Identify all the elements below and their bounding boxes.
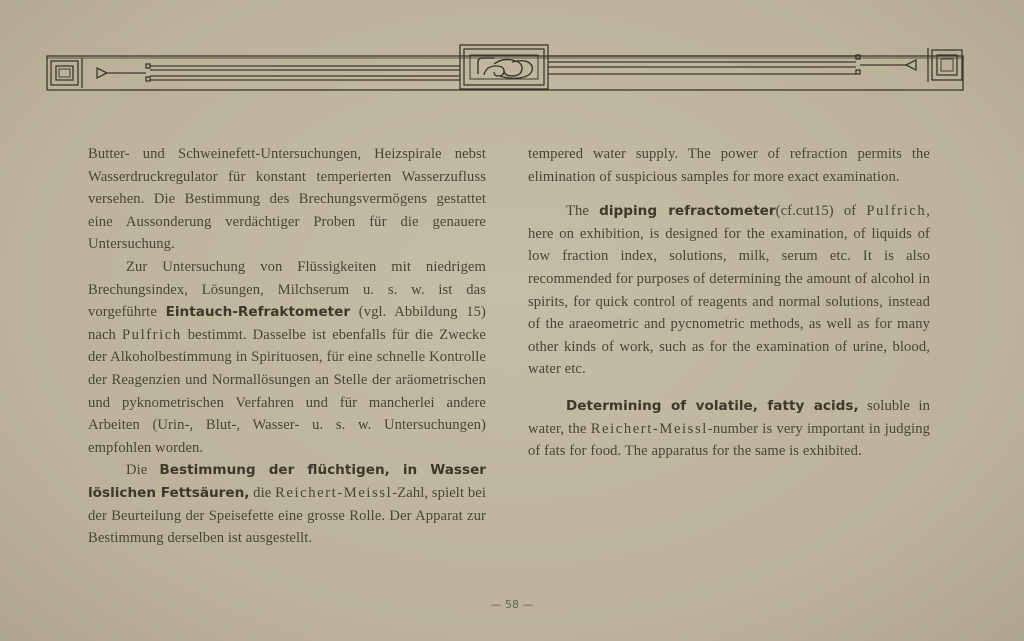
paragraph (88, 256, 486, 459)
paragraph (528, 395, 930, 463)
paragraph-text: Zur Untersuchung von Flüssigkeiten mit niedrigem Brechungsindex, Lösungen, Milchserum u. s. w. ist das vorgeführte (88, 258, 486, 321)
paragraph (528, 200, 930, 381)
paragraph-text: Die (126, 462, 160, 479)
bold-term: Determining of volatile, fatty acids, (566, 397, 859, 414)
bold-term: dipping refractometer (599, 203, 776, 220)
paragraph: Butter- und Schweinefett-Untersuchungen, Heizspirale nebst Wasserdruckregulator für konstant temperierten Wasserzufluss versehen. Die Bestimmung des Brechungsvermögens gestattet eine Aussonderung verdächtiger Proben für die genauere Untersuchung. (88, 146, 486, 253)
paragraph: tempered water supply. The power of refraction permits the elimination of suspicious samples for more exact examination. (528, 146, 930, 185)
paragraph-text: , here on exhibition, is designed for the examination, of liquids of low fraction index, solutions, milk, serum etc. It is also recommended for purposes of determining the amount of alcohol in spirits, for quick control of reagents and normal solutions, instead of the araeometric and pycnometric methods, as well as for many other kinds of work, such as for the examination of urine, blood, water etc. (528, 203, 930, 378)
person-name: Pulfrich (121, 326, 182, 343)
paragraph-text: The (566, 203, 600, 220)
paragraph-text: -Zahl, spielt bei der Beurteilung der Speisefette eine grosse Rolle. Der Apparat zur Bestimmung derselben ist ausgestellt. (88, 484, 486, 547)
paragraph-text: die (249, 484, 276, 501)
paragraph-text: soluble in water, the (528, 397, 930, 437)
paragraph-text: bestimmt. Dasselbe ist ebenfalls für die Zwecke der Alkoholbestimmung in Spirituosen, für eine schnelle Kontrolle der Reagenzien und Normallösungen an Stelle der aräometrischen und pyknometrischen Verfahren und für mancherlei andere Arbeiten (Urin-, Blut-, Wasser- u. s. w. Untersuchungen) empfohlen worden. (88, 326, 486, 456)
bold-term: Bestimmung der flüchtigen, in Wasser löslichen Fettsäuren, (88, 462, 486, 501)
paragraph (88, 459, 486, 549)
person-name: Reichert-Meissl (590, 420, 708, 437)
bold-term: Eintauch-Refraktometer (165, 304, 351, 321)
person-name: Reichert-Meissl (275, 484, 393, 501)
person-name: Pulfrich (866, 203, 927, 220)
english-column (528, 143, 930, 463)
header-ornament (0, 0, 1024, 100)
paragraph-text: (vgl. Abbildung 15) nach (88, 304, 486, 343)
german-column (88, 143, 486, 550)
page-number: — 58 — (490, 598, 534, 611)
paragraph-text: (cf.cut15) of (775, 203, 867, 220)
paragraph-text: -number is very important in judging of fats for food. The apparatus for the same is exhibited. (528, 420, 930, 460)
